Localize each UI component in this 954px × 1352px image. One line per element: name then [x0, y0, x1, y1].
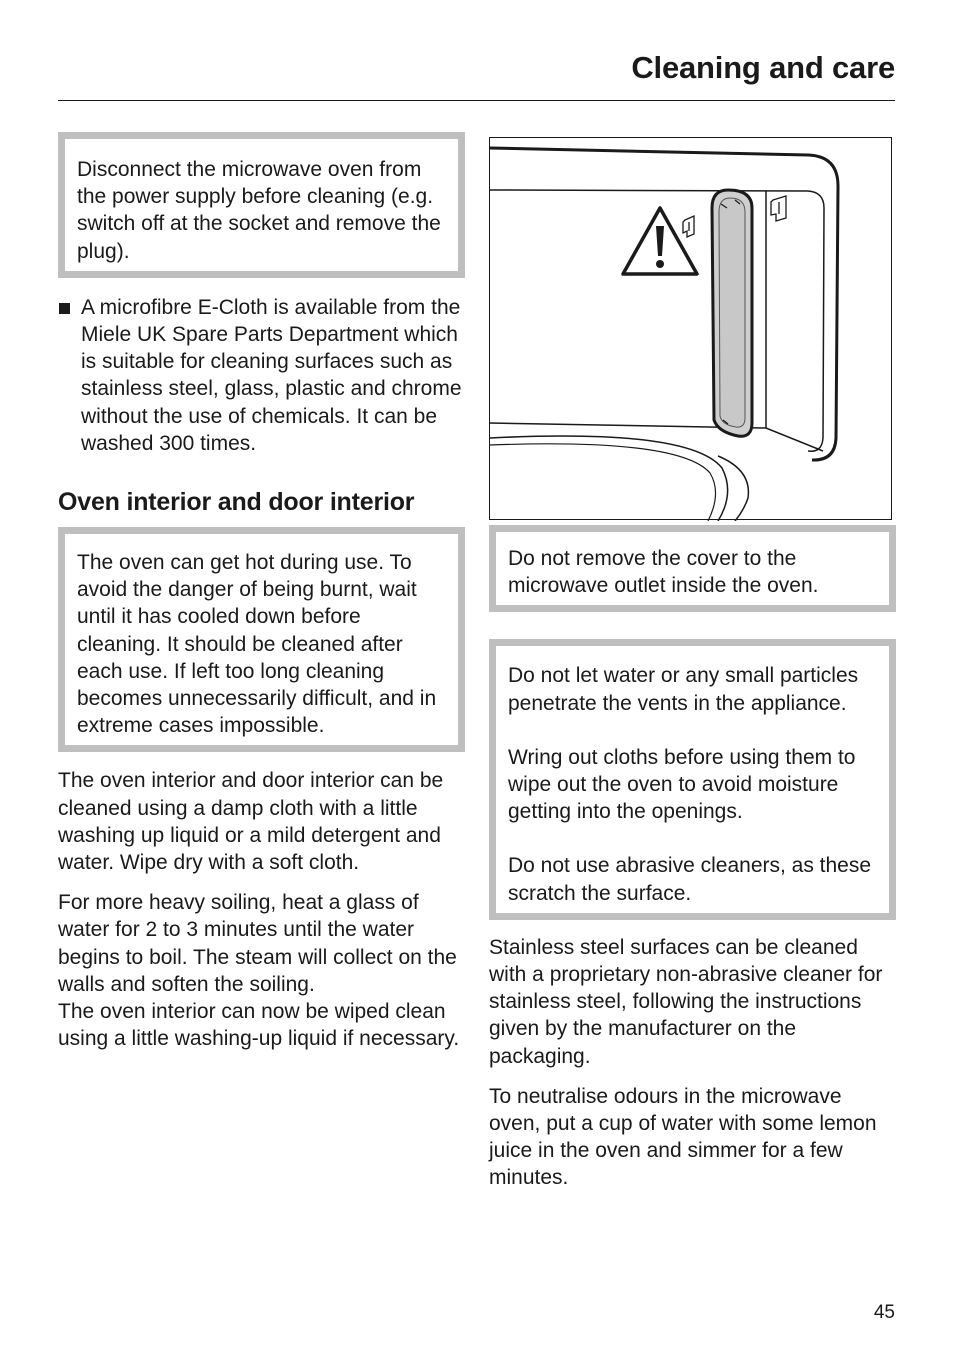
header-divider	[58, 100, 895, 101]
bullet-item-ecloth	[58, 294, 465, 457]
right-column	[489, 137, 896, 1192]
oven-interior-illustration	[489, 137, 892, 520]
warning-triangle-icon	[623, 208, 697, 274]
warning-box-disconnect	[58, 132, 465, 278]
paragraph-heavy-soiling	[58, 889, 465, 1052]
bullet-text-ecloth: A microfibre E-Cloth is available from the Miele UK Spare Parts Department which is suitable for cleaning surfaces such as stainless steel, glass, plastic and chrome without the use of chemicals. It can be washed 300 times.	[81, 295, 462, 455]
left-column	[58, 132, 465, 1052]
warning-text-hot: The oven can get hot during use. To avoid the danger of being burnt, wait until it has cooled down before cleaning. It should be cleaned after each use. If left too long cleaning becomes unnecessarily difficult, and in extreme cases impossible.	[77, 551, 437, 738]
square-bullet-icon	[59, 303, 70, 314]
paragraph-odours: To neutralise odours in the microwave oven, put a cup of water with some lemon juice in the oven and simmer for a few minutes.	[489, 1084, 877, 1190]
page-number: 45	[873, 1302, 895, 1323]
warning-text-disconnect: Disconnect the microwave oven from the power supply before cleaning (e.g. switch off at the socket and remove the plug).	[77, 158, 441, 263]
warning-text-cover: Do not remove the cover to the microwave outlet inside the oven.	[508, 547, 819, 598]
paragraph-damp-cloth: The oven interior and door interior can be cleaned using a damp cloth with a little washing up liquid or a mild detergent and water. Wipe dry with a soft cloth.	[58, 769, 444, 875]
warning-box-cover	[489, 525, 896, 612]
section-heading-oven-interior: Oven interior and door interior	[58, 488, 415, 517]
paragraph-heavy-soiling-part1: For more heavy soiling, heat a glass of water for 2 to 3 minutes until the water begins to boil. The steam will collect on the walls and soften the soiling.	[58, 891, 457, 996]
warning-text-vents: Do not let water or any small particles penetrate the vents in the appliance.	[508, 664, 859, 715]
paragraph-heavy-soiling-part2: The oven interior can now be wiped clean using a little washing-up liquid if necessary.	[58, 1000, 460, 1051]
warning-box-vents	[489, 639, 896, 919]
oven-interior-drawing	[490, 138, 893, 521]
warning-text-abrasive: Do not use abrasive cleaners, as these scratch the surface.	[508, 854, 872, 905]
page-title: Cleaning and care	[631, 50, 895, 85]
warning-box-hot	[58, 527, 465, 752]
paragraph-stainless-steel: Stainless steel surfaces can be cleaned with a proprietary non-abrasive cleaner for stainless steel, following the instructions given by the manufacturer on the packaging.	[489, 935, 883, 1068]
warning-text-wring: Wring out cloths before using them to wipe out the oven to avoid moisture getting into the openings.	[508, 745, 856, 824]
